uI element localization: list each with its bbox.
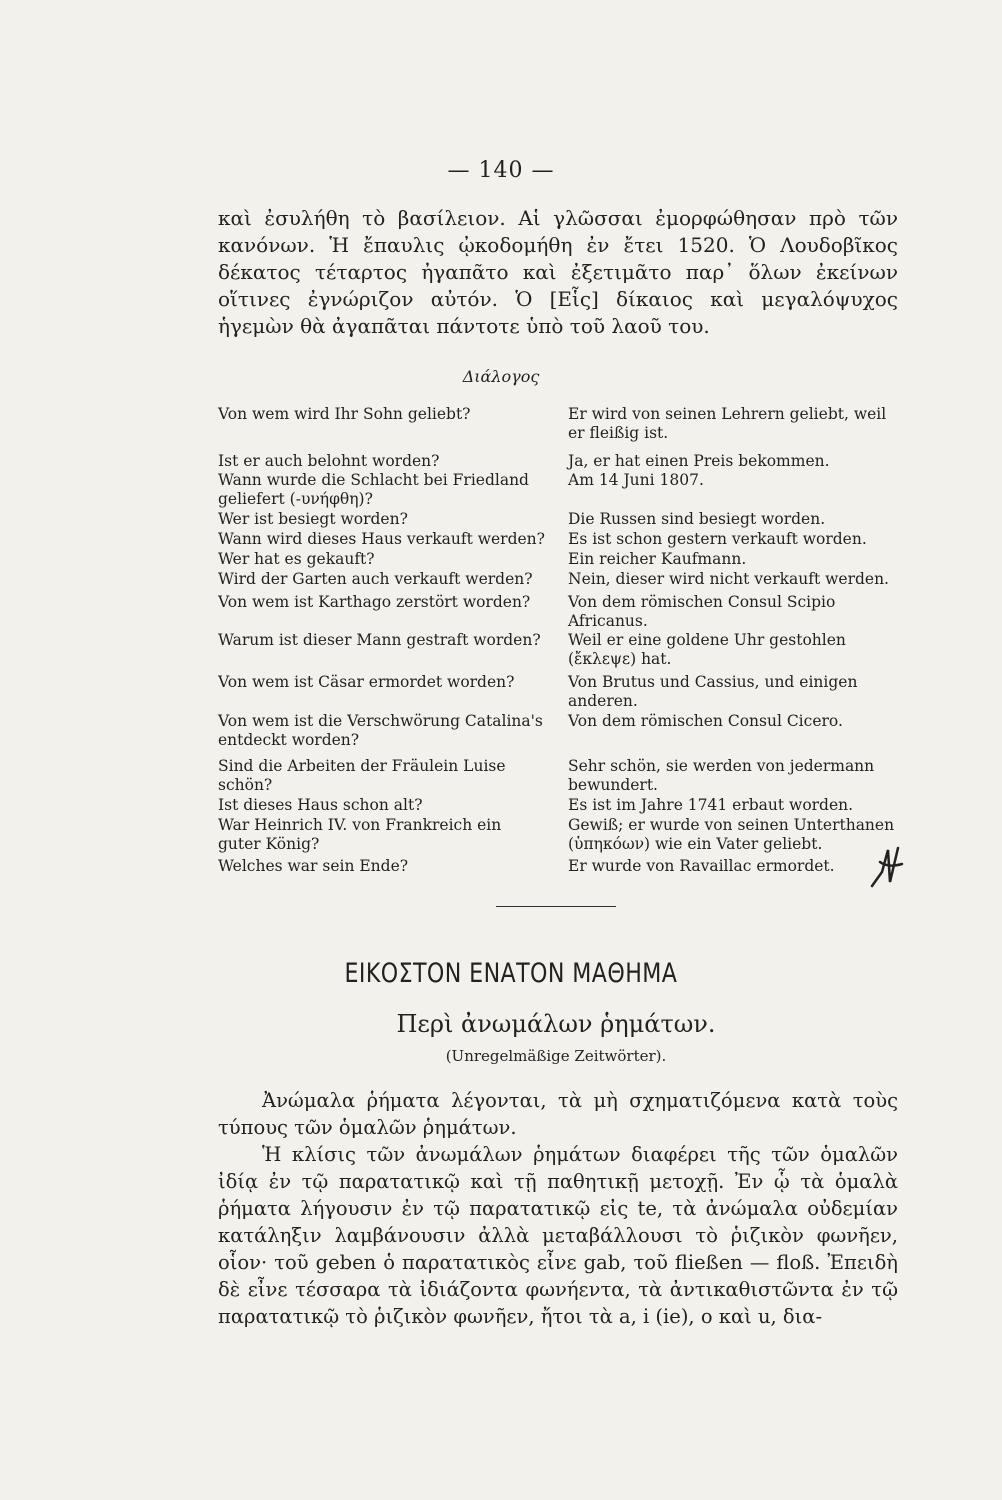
dialog-question: Von wem ist Cäsar ermordet worden? xyxy=(218,673,515,691)
page-number: — 140 — xyxy=(447,158,555,183)
dialog-row xyxy=(218,757,898,795)
dialog-question: Welches war sein Ende? xyxy=(218,857,409,875)
intro-paragraph xyxy=(218,205,898,340)
dialog-answer: Am 14 Juni 1807. xyxy=(568,471,704,489)
dialog-question: Von wem wird Ihr Sohn geliebt? xyxy=(218,405,471,423)
section-divider xyxy=(496,906,616,907)
dialog-answer: Von dem römischen Consul Scipio Africanus. xyxy=(568,593,836,630)
dialog-row xyxy=(218,796,898,815)
lesson-title: ΕΙΚΟΣΤΟΝ ΕΝΑΤΟΝ ΜΑΘΗΜΑ xyxy=(344,958,678,989)
dialog-answer: Von Brutus und Cassius, und einigen anderen. xyxy=(568,673,858,710)
dialog-row xyxy=(218,510,898,529)
lesson-subtitle-german: (Unregelmäßige Zeitwörter). xyxy=(445,1047,667,1065)
dialog-question: Warum ist dieser Mann gestraft worden? xyxy=(218,631,541,649)
dialog-answer: Die Russen sind besiegt worden. xyxy=(568,510,826,528)
dialog-heading: Διάλογος xyxy=(462,367,540,386)
dialog-question: Wer hat es gekauft? xyxy=(218,550,375,568)
handwritten-initials-mark xyxy=(868,842,908,894)
dialog-row xyxy=(218,631,898,669)
dialog-question: War Heinrich IV. von Frankreich ein guter König? xyxy=(218,816,502,853)
intro-text: καὶ ἐσυλήθη τὸ βασίλειον. Αἱ γλῶσσαι ἐμορφώθησαν πρὸ τῶν κανόνων. Ἡ ἔπαυλις ᾠκοδομήθη ἐν ἔτει 1520. Ὁ Λουδοβῖκος δέκατος τέταρτος ἠγαπᾶτο καὶ ἐξετιμᾶτο παρ᾽ ὅλων ἐκείνων οἵτινες ἐγνώριζον αὐτόν. Ὁ [Εἷς] δίκαιος καὶ μεγαλόψυχος ἡγεμὼν θὰ ἀγαπᾶται πάντοτε ὑπὸ τοῦ λαοῦ του. xyxy=(218,206,898,338)
dialog-row xyxy=(218,550,898,569)
dialog-row xyxy=(218,570,898,589)
dialog-row xyxy=(218,452,898,471)
dialog-question: Ist dieses Haus schon alt? xyxy=(218,796,423,814)
dialog-question: Wann wurde die Schlacht bei Friedland geliefert (-υνήφθη)? xyxy=(218,471,529,508)
dialog-question: Wann wird dieses Haus verkauft werden? xyxy=(218,530,545,548)
dialog-answer: Es ist schon gestern verkauft worden. xyxy=(568,530,867,548)
dialog-question: Wird der Garten auch verkauft werden? xyxy=(218,570,533,588)
lesson-body xyxy=(218,1087,898,1330)
dialog-row xyxy=(218,857,898,876)
body-paragraph: Ἀνώμαλα ῥήματα λέγονται, τὰ μὴ σχηματιζόμενα κατὰ τοὺς τύπους τῶν ὁμαλῶν ῥημάτων. xyxy=(218,1089,898,1139)
dialog-answer: Es ist im Jahre 1741 erbaut worden. xyxy=(568,796,854,814)
dialog-question: Ist er auch belohnt worden? xyxy=(218,452,440,470)
dialog-answer: Weil er eine goldene Uhr gestohlen (ἔκλεψε) hat. xyxy=(568,631,846,668)
dialog-answer: Ein reicher Kaufmann. xyxy=(568,550,747,568)
body-paragraph: Ἡ κλίσις τῶν ἀνωμάλων ῥημάτων διαφέρει τῆς τῶν ὁμαλῶν ἰδίᾳ ἐν τῷ παρατατικῷ καὶ τῇ παθητικῇ μετοχῇ. Ἐν ᾧ τὰ ὁμαλὰ ῥήματα λήγουσιν ἐν τῷ παρατατικῷ εἰς te, τὰ ἀνώμαλα οὐδεμίαν κατάληξιν λαμβάνουσιν ἀλλὰ μεταβάλλουσι τὸ ῥιζικὸν φωνῆεν, οἷον· τοῦ geben ὁ παρατατικὸς εἶνε gab, τοῦ fließen — floß. Ἐπειδὴ δὲ εἶνε τέσσαρα τὰ ἰδιάζοντα φωνήεντα, τὰ ἀντικαθιστῶντα ἐν τῷ παρατατικῷ τὸ ῥιζικὸν φωνῆεν, ἤτοι τὰ a, i (ie), o καὶ u, δια- xyxy=(218,1143,898,1328)
dialog-question: Sind die Arbeiten der Fräulein Luise schön? xyxy=(218,757,506,794)
dialog-row xyxy=(218,530,898,549)
dialog-row xyxy=(218,405,898,443)
dialog-row xyxy=(218,816,898,854)
dialog-row xyxy=(218,471,898,509)
dialog-answer: Gewiß; er wurde von seinen Unterthanen (ὑπηκόων) wie ein Vater geliebt. xyxy=(568,816,895,853)
dialog-row xyxy=(218,712,898,750)
dialog-question: Von wem ist Karthago zerstört worden? xyxy=(218,593,531,611)
dialog-question: Wer ist besiegt worden? xyxy=(218,510,408,528)
dialog-answer: Sehr schön, sie werden von jedermann bewundert. xyxy=(568,757,875,794)
dialog-answer: Er wurde von Ravaillac ermordet. xyxy=(568,857,835,875)
lesson-subtitle: Περὶ ἀνωμάλων ῥημάτων. xyxy=(396,1010,716,1038)
dialog-answer: Er wird von seinen Lehrern geliebt, weil er fleißig ist. xyxy=(568,405,887,442)
dialog-question: Von wem ist die Verschwörung Catalina's entdeckt worden? xyxy=(218,712,543,749)
dialog-answer: Nein, dieser wird nicht verkauft werden. xyxy=(568,570,889,588)
dialog-answer: Von dem römischen Consul Cicero. xyxy=(568,712,843,730)
dialog-row xyxy=(218,593,898,631)
dialog-row xyxy=(218,673,898,711)
dialog-answer: Ja, er hat einen Preis bekommen. xyxy=(568,452,830,470)
